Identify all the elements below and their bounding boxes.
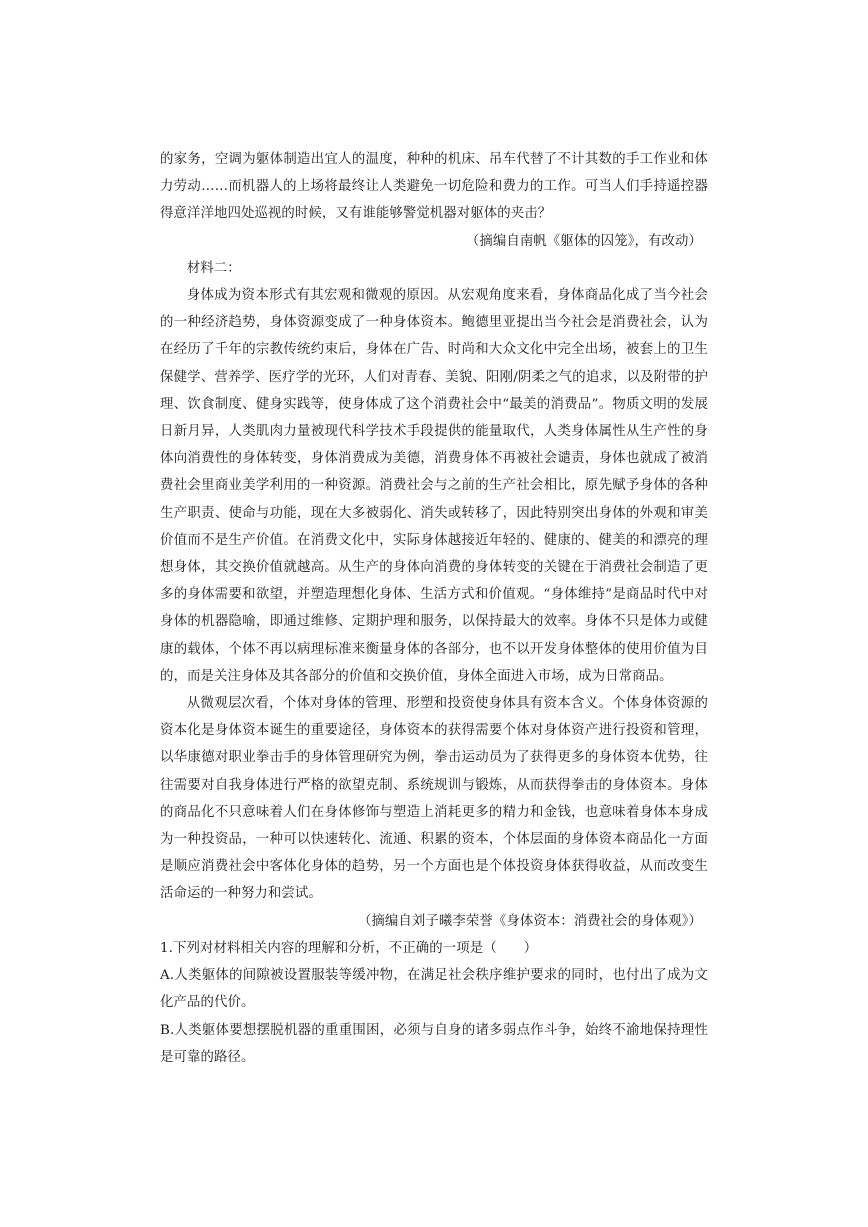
material-two-paragraph-1: 身体成为资本形式有其宏观和微观的原因。从宏观角度来看，身体商品化成了当今社会的一种经济趋势，身体资源变成了一种身体资本。鲍德里亚提出当今社会是消费社会，认为在经历了千年的宗教传统约束后，身体在广告、时尚和大众文化中完全出场，被套上的卫生保健学、营养学、医疗学的光环，人们对青春、美貌、阳刚/阴柔之气的追求，以及附带的护理、饮食制度、健身实践等，使身体成了这个消费社会中“最美的消费品”。物质文明的发展日新月异，人类肌肉力量被现代科学技术手段提供的能量取代，人类身体属性从生产性的身体向消费性的身体转变，身体消费成为美德，消费身体不再被社会谴责，身体也就成了被消费社会里商业美学利用的一种资源。消费社会与之前的生产社会相比，原先赋予身体的各种生产职责、使命与功能，现在大多被弱化、消失或转移了，因此特别突出身体的外观和审美价值而不是生产价值。在消费文化中，实际身体越接近年轻的、健康的、健美的和漂亮的理想身体，其交换价值就越高。从生产的身体向消费的身体转变的关键在于消费社会制造了更多的身体需要和欲望，并塑造理想化身体、生活方式和价值观。“身体维持”是商品时代中对身体的机器隐喻，即通过维修、定期护理和服务，以保持最大的效率。身体不只是体力或健康的载体，个体不再以病理标准来衡量身体的各部分，也不以开发身体整体的使用价值为目的，而是关注身体及其各部分的价值和交换价值，身体全面进入市场，成为日常商品。	[160, 288, 708, 684]
question-1-option-b: B.人类躯体要想摆脱机器的重重围困，必须与自身的诸多弱点作斗争，始终不渝地保持理性是可靠的路径。	[160, 1022, 708, 1065]
question-1-option-a: A.人类躯体的间隙被设置服装等缓冲物，在满足社会秩序维护要求的同时，也付出了成为文化产品的代价。	[160, 968, 708, 1011]
material-one-tail-paragraph: 的家务，空调为躯体制造出宜人的温度，种种的机床、吊车代替了不计其数的手工作业和体力劳动……而机器人的上场将最终让人类避免一切危险和费力的工作。可当人们手持遥控器得意洋洋地四处巡视的时候，又有谁能够警觉机器对躯体的夹击？	[160, 152, 708, 222]
material-two-source: （摘编自刘子曦李荣誉《身体资本：消费社会的身体观》）	[357, 913, 702, 929]
document-page	[160, 146, 708, 1071]
question-1-stem: 1.下列对材料相关内容的理解和分析，不正确的一项是（ ）	[160, 940, 538, 956]
material-two-paragraph-2: 从微观层次看，个体对身体的管理、形塑和投资使身体具有资本含义。个体身体资源的资本化是身体资本诞生的重要途径，身体资本的获得需要个体对身体资产进行投资和管理，以华康德对职业拳击手的身体管理研究为例，拳击运动员为了获得更多的身体资本优势，往往需要对自我身体进行严格的欲望克制、系统规训与锻炼，从而获得拳击的身体资本。身体的商品化不只意味着人们在身体修饰与塑造上消耗更多的精力和金钱，也意味着身体本身成为一种投资品，一种可以快速转化、流通、积累的资本，个体层面的身体资本商品化一方面是顺应消费社会中客体化身体的趋势，另一个方面也是个体投资身体获得收益，从而改变生活命运的一种努力和尝试。	[160, 696, 708, 902]
material-one-source: （摘编自南帆《躯体的囚笼》，有改动）	[465, 233, 702, 249]
material-two-heading: 材料二：	[186, 260, 241, 276]
